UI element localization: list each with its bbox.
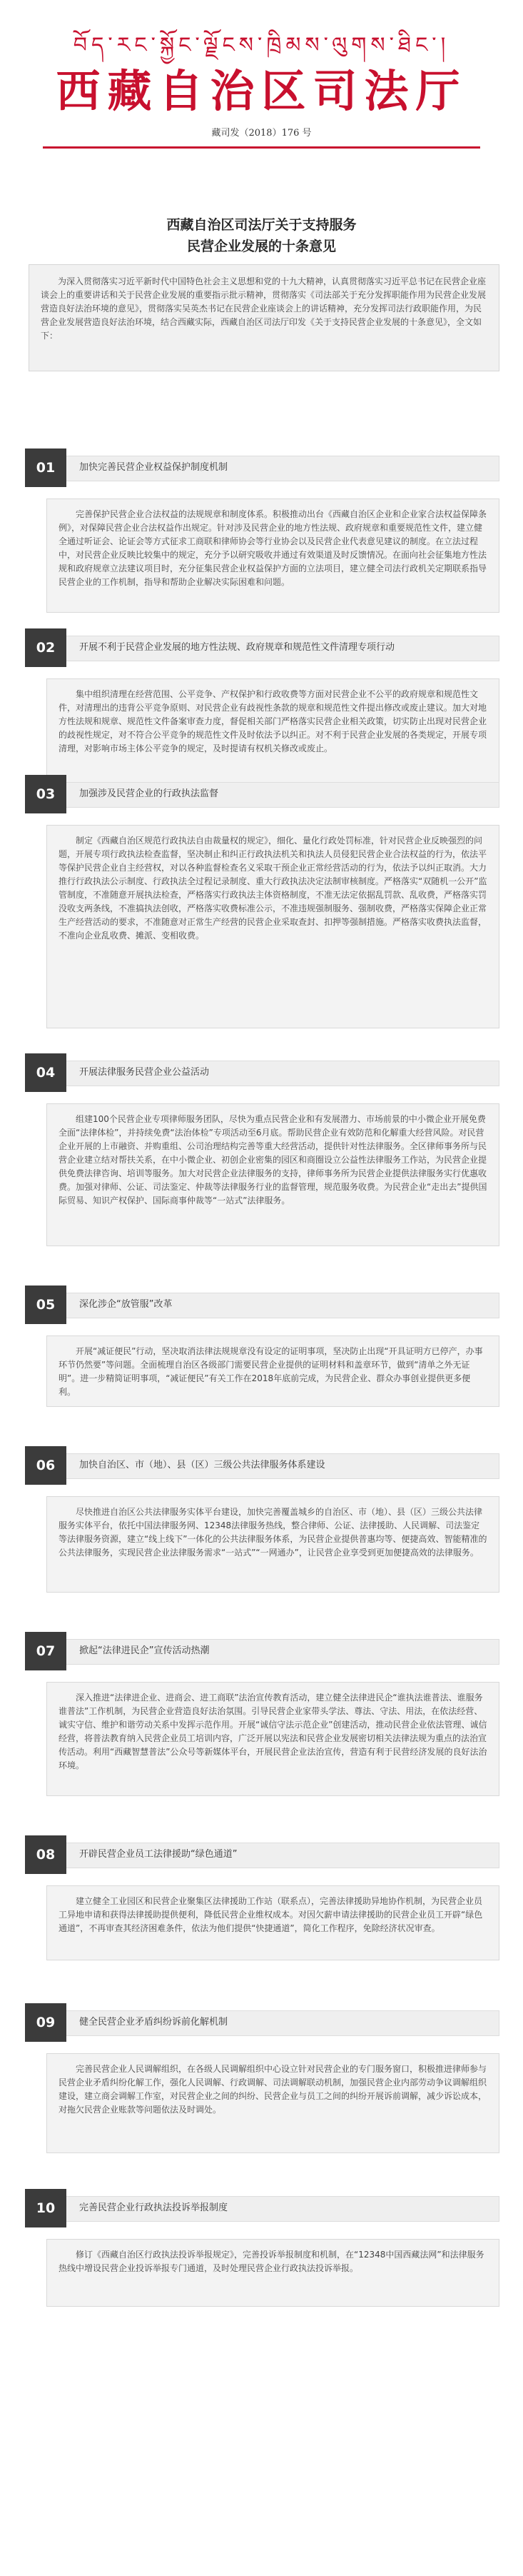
section-number-badge: 03 [25,775,66,813]
section-body: 修订《西藏自治区行政执法投诉举报规定》，完善投诉举报制度和机制，在“12348中国西藏法网”和法律服务热线中增设民营企业投诉举报专门通道，及时处理民营企业行政执法投诉举报。 [46,2239,499,2307]
section-number-badge: 06 [25,1446,66,1485]
section-header [25,2003,499,2043]
section-number-badge: 02 [25,628,66,667]
section-body: 集中组织清理在经营范围、公平竞争、产权保护和行政收费等方面对民营企业不公平的政府规章和规范性文件，对清理出的违背公平竞争原则、对民营企业有歧视性条款的规章和规范性文件提出修改或废止建议。加大对地方性法规和规章、规范性文件备案审查力度，督促相关部门严格落实民营企业相关政策，切实防止出现对民营企业的歧视性规定，对不符合公平竞争的规范性文件及时依法予以纠正。对不利于民营企业发展的各类规定，开展专项清理，对影响市场主体公平竞争的规定，及时提请有权机关修改或废止。 [46,678,499,793]
section-title: 健全民营企业矛盾纠纷诉前化解机制 [79,2017,228,2028]
section-06 [25,1446,499,1593]
agency-title: 西藏自治区司法厅 [56,65,467,117]
section-body: 完善民营企业人民调解组织，在各级人民调解组织中心设立针对民营企业的专门服务窗口，积极推进律师参与民营企业矛盾纠纷化解工作，强化人民调解、行政调解、司法调解联动机制，加强民营企业内部劳动争议调解组织建设，建立商会调解工作室，对民营企业之间的纠纷、民营企业与员工之间的纠纷开展诉前调解，减少诉讼成本，对拖欠民营企业账款等问题依法及时调处。 [46,2053,499,2153]
section-title: 深化涉企“放管服”改革 [79,1299,173,1310]
section-title: 加强涉及民营企业的行政执法监督 [79,788,219,799]
section-body: 完善保护民营企业合法权益的法规规章和制度体系。积极推动出台《西藏自治区企业和企业家合法权益保障条例》，对保障民营企业合法权益作出规定。针对涉及民营企业的地方性法规、政府规章和重要规范性文件，建立健全通过听证会、论证会等方式征求工商联和律师协会等行业协会以及民营企业代表意见建议的制度。在立法过程中，对民营企业反映比较集中的规定，充分予以研究吸收并通过有效渠道及时反馈情况。在面向社会征集地方性法规和政府规章立法建议项目时，充分征集民营企业权益保护方面的立法项目，建立健全司法行政机关定期联系指导民营企业的工作机制，指导和帮助企业解决实际困难和问题。 [46,498,499,613]
section-body: 建立健全工业园区和民营企业聚集区法律援助工作站（联系点），完善法律援助异地协作机制，为民营企业员工异地申请和获得法律援助提供便利，降低民营企业维权成本。对因欠薪申请法律援助的民营企业员工开辟“绿色通道”，不再审查其经济困难条件，依法为他们提供“快捷通道”，简化工作程序，免除经济状况审查。 [46,1885,499,1960]
preamble-text: 为深入贯彻落实习近平新时代中国特色社会主义思想和党的十九大精神，认真贯彻落实习近平总书记在民营企业座谈会上的重要讲话和关于民营企业发展的重要指示批示精神，贯彻落实《司法部关于充分发挥职能作用为民营企业发展营造良好法治环境的意见》，贯彻落实吴英杰书记在民营企业座谈会上的讲话精神，充分发挥司法行政职能作用，为民营企业发展营造良好法治环境，结合西藏实际，西藏自治区司法厅印发《关于支持民营企业发展的十条意见》，全文如下： [29,264,499,371]
document-title-line-2: 民营企业发展的十条意见 [186,239,336,254]
section-number-badge: 08 [25,1835,66,1874]
section-01 [25,448,499,613]
document-number: 藏司发（2018）176 号 [211,128,312,139]
section-number-badge: 07 [25,1632,66,1670]
section-number-badge: 09 [25,2003,66,2042]
section-02 [25,628,499,793]
section-title: 加快自治区、市（地）、县（区）三级公共法律服务体系建设 [79,1460,325,1470]
section-header [25,1053,499,1093]
tibetan-header: བོད་རང་སྐྱོང་ལྗོངས་ཁྲིམས་ལུགས་ཐིང་། [73,33,450,58]
section-title: 开展不利于民营企业发展的地方性法规、政府规章和规范性文件清理专项行动 [79,642,395,653]
section-05 [25,1286,499,1407]
section-header [25,628,499,668]
section-header [25,1632,499,1672]
section-09 [25,2003,499,2153]
section-04 [25,1053,499,1246]
section-title: 开辟民营企业员工法律援助“绿色通道” [79,1849,238,1860]
section-header [25,1286,499,1325]
section-body: 制定《西藏自治区规范行政执法自由裁量权的规定》，细化、量化行政处罚标准，针对民营企业反映强烈的问题，开展专项行政执法检查监督，坚决制止和纠正行政执法机关和执法人员侵犯民营企业合法权益的行为，依法平等保护民营企业自主经营权，对以各种监督检查名义采取干预企业正常经营活动的行为，依法予以纠正取消。大力推行行政执法公示制度、行政执法全过程记录制度、重大行政执法决定法制审核制度。严格落实“双随机一公开”监管制度，不准随意开展执法检查，严格落实行政执法主体资格制度，不准无法定依据乱罚款、乱收费，严格落实罚没收支两条线，不准搞执法创收，严格落实收费标准公示，不准违规强制服务、强制收费，严格落实保障企业正常生产经营活动的要求，不准随意对正常生产经营的民营企业采取查封、扣押等强制措施。严格落实收费执法监督，不准向企业乱收费、摊派、变相收费。 [46,825,499,1028]
section-header [25,2189,499,2229]
section-03 [25,775,499,1028]
section-header [25,775,499,815]
section-number-badge: 01 [25,448,66,487]
section-number-badge: 04 [25,1053,66,1092]
section-title: 开展法律服务民营企业公益活动 [79,1067,210,1078]
section-body: 深入推进“法律进企业、进商会、进工商联”法治宣传教育活动，建立健全法律进民企“谁执法谁普法、谁服务谁普法”工作机制，为民营企业营造良好法治氛围。引导民营企业家带头学法、尊法、守法、用法，在依法经营、诚实守信、维护和谐劳动关系中发挥示范作用。开展“诚信守法示范企业”创建活动，推动民营企业依法管理、诚信经营，将普法教育纳入民营企业员工培训内容，广泛开展以宪法和民营企业发展密切相关法律法规为重点的法治宣传活动。利用“西藏智慧普法”公众号等新媒体平台，开展民营企业法治宣传，营造有利于民营经济发展的良好法治环境。 [46,1682,499,1796]
document-title [0,214,523,257]
red-divider [43,146,480,149]
section-title: 完善民营企业行政执法投诉举报制度 [79,2202,228,2213]
section-10 [25,2189,499,2307]
section-07 [25,1632,499,1796]
section-number-badge: 05 [25,1286,66,1324]
section-title: 加快完善民营企业权益保护制度机制 [79,462,228,473]
section-body: 尽快推进自治区公共法律服务实体平台建设，加快完善覆盖城乡的自治区、市（地）、县（区）三级公共法律服务实体平台，依托中国法律服务网、12348法律服务热线，整合律师、公证、法律援助、人民调解、司法鉴定等法律服务资源，建立“线上线下”一体化的公共法律服务体系，为民营企业提供普惠均等、便捷高效、智能精准的公共法律服务，实现民营企业法律服务需求“一站式”“一网通办”，让民营企业享受到更加便捷高效的法律服务。 [46,1496,499,1593]
section-number-badge: 10 [25,2189,66,2227]
document-title-line-1: 西藏自治区司法厅关于支持服务 [166,217,357,233]
section-header [25,448,499,488]
section-08 [25,1835,499,1960]
section-body: 开展“减证便民”行动，坚决取消法律法规规章没有设定的证明事项，坚决防止出现“开具证明方已停产，办事环节仍然要”等问题。全面梳理自治区各级部门需要民营企业提供的证明材料和盖章环节，做到“清单之外无证明”。进一步精简证明事项，“减证便民”有关工作在2018年底前完成，为民营企业、群众办事创业提供更多便利。 [46,1335,499,1407]
section-header [25,1835,499,1875]
section-header [25,1446,499,1486]
section-title: 掀起“法律进民企”宣传活动热潮 [79,1645,210,1656]
section-body: 组建100个民营企业专项律师服务团队，尽快为重点民营企业和有发展潜力、市场前景的中小微企业开展免费全面“法律体检”，并持续免费“法治体检”专项活动至6月底。帮助民营企业有效防范和化解重大经营风险。对民营企业开展的上市融资、并购重组、公司治理结构完善等重大经营活动，提供针对性法律服务。全区律师事务所与民营企业建立结对帮扶关系，在中小微企业、初创企业密集的园区和商圈设立公益性法律服务工作站，为民营企业提供免费法律咨询、培训等服务。加大对民营企业法律服务的支持，律师事务所为民营企业提供法律服务实行优惠收费。加强对律师、公证、司法鉴定、仲裁等法律服务行业的监督管理，规范服务收费。为民营企业“走出去”提供国际贸易、知识产权保护、国际商事仲裁等“一站式”法律服务。 [46,1103,499,1246]
